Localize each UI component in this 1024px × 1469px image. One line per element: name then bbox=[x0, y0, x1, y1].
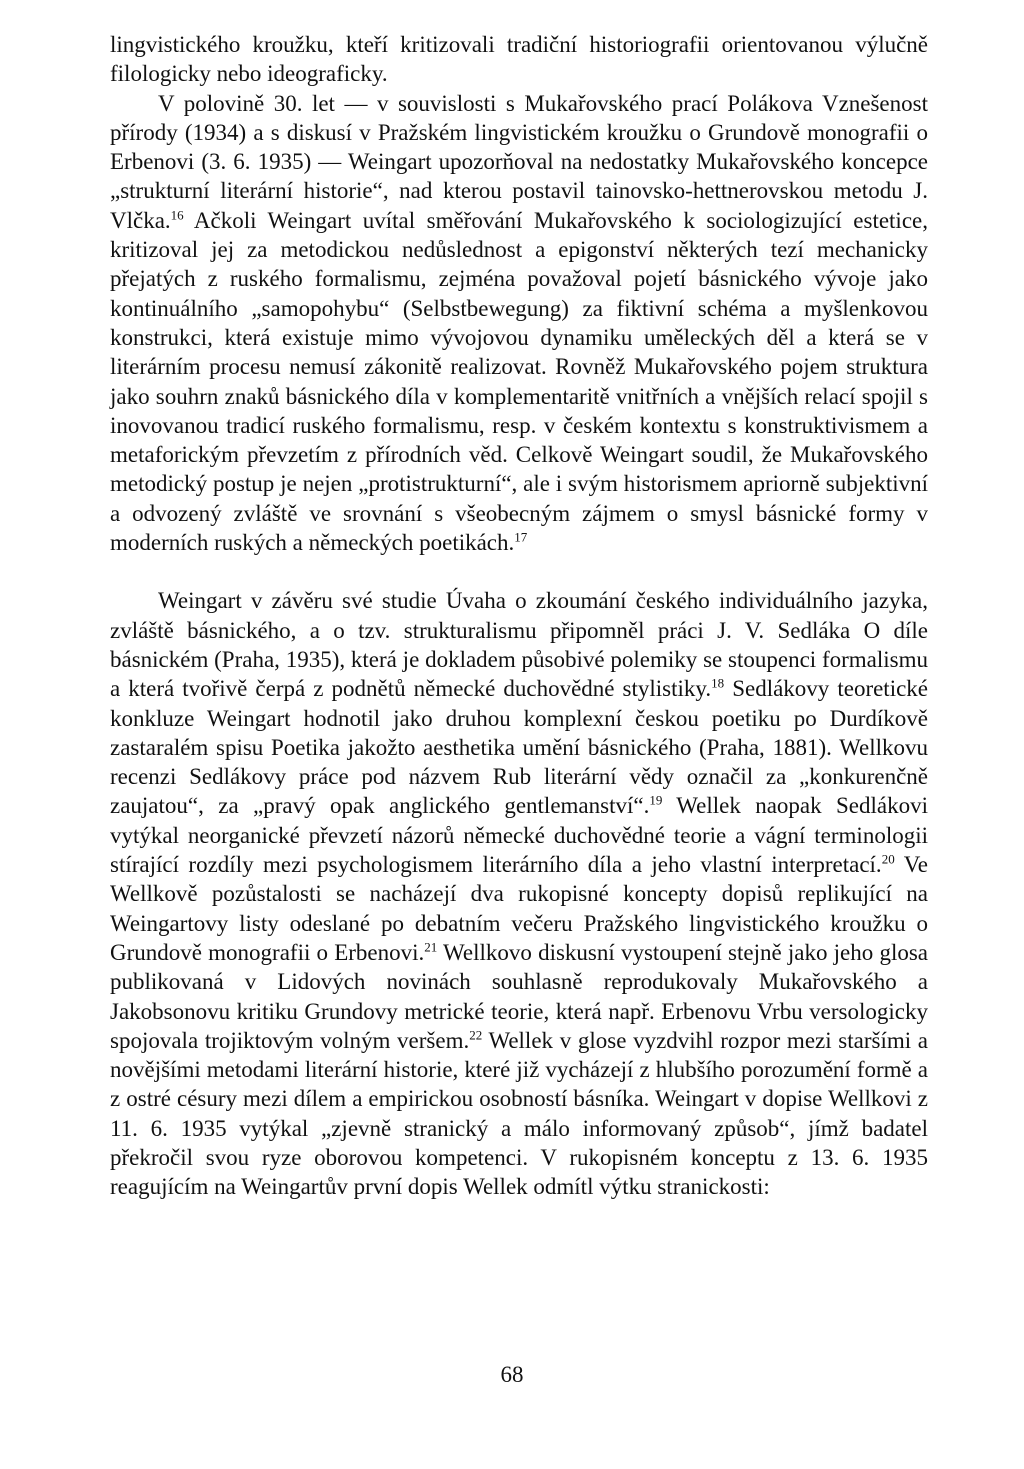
paragraph-3 bbox=[110, 586, 928, 1201]
text-segment: V polovině 30. let — v souvislosti s Mukařovského prací Polákova Vznešenost přírody (1934) a s diskusí v Pražském lingvistickém kroužku o Grundově monografii o Erbenovi (3. 6. 1935) — Weingart upozorňoval na nedostatky Mukařovského koncepce „strukturní literární historie“, nad kterou postavil tainovsko-hettnerovskou metodu J. Vlčka. bbox=[110, 90, 928, 233]
text-segment: Ačkoli Weingart uvítal směřování Mukařovského k sociologizující estetice, kritizoval jej za metodickou nedůslednost a epigonství některých tezí mechanicky přejatých z ruského formalismu, zejména považoval pojetí básnického vývoje jako kontinuálního „samopohybu“ (Selbstbewegung) za fiktivní schéma a myšlenkovou konstrukci, která existuje mimo vývojovou dynamiku uměleckých děl a která se v literárním procesu nemusí zákonitě realizovat. Rovněž Mukařovského pojem struktura jako souhrn znaků básnického díla v komplementaritě vnitřních a vnějších relací spojil s inovovanou tradicí ruského formalismu, resp. v českém kontextu s konstruktivismem a metaforickým převzetím z přírodních věd. Celkově Weingart soudil, že Mukařovského metodický postup je nejen „protistrukturní“, ale i svým historismem apriorně subjektivní a odvozený zvláště ve srovnání s všeobecným zájmem o smysl básnické formy v moderních ruských a německých poetikách. bbox=[110, 207, 928, 556]
footnote-ref-21: 21 bbox=[424, 939, 438, 955]
text-segment: Ve Wellkově pozůstalosti se nacházejí dva rukopisné koncepty dopisů replikující na Weingartovy listy odeslané po debatním večeru Pražského lingvistického kroužku o Grundově monografii o Erbenovi. bbox=[110, 852, 928, 965]
footnote-ref-16: 16 bbox=[170, 207, 184, 223]
text-segment: Wellek v glose vyzdvihl rozpor mezi staršími a novějšími metodami literární historie, které již vycházejí z hlubšího porozumění formě a z ostré césury mezi dílem a empirickou osobností básníka. Weingart v dopise Wellkovi z 11. 6. 1935 vytýkal „zjevně stranický a málo informovaný způsob“, jímž badatel překročil svou ryze oborovou kompetenci. V rukopisném konceptu z 13. 6. 1935 reagujícím na Weingartův první dopis Wellek odmítl výtku stranickosti: bbox=[110, 1027, 928, 1200]
text-segment: Weingart v závěru své studie Úvaha o zkoumání českého individuálního jazyka, zvláště básnického, a o tzv. strukturalismu připomněl práci J. V. Sedláka O díle básnickém (Praha, 1935), která je dokladem působivé polemiky se stoupenci formalismu a která tvořivě čerpá z podnětů německé duchovědné stylistiky. bbox=[110, 588, 928, 702]
footnote-ref-19: 19 bbox=[649, 792, 663, 808]
text-segment: Wellek naopak Sedlákovi vytýkal neorganické převzetí názorů německé duchovědné teorie a vágní terminologii stírající rozdíly mezi psychologismem literárního díla a jeho vlastní interpretací. bbox=[110, 793, 928, 878]
paragraph-1 bbox=[110, 30, 928, 89]
text-segment: lingvistického kroužku, kteří kritizovali tradiční historiografii orientovanou výlučně filologicky nebo ideograficky. bbox=[110, 32, 928, 87]
footnote-ref-18: 18 bbox=[711, 675, 725, 691]
text-segment: Wellkovo diskusní vystoupení stejně jako jeho glosa publikovaná v Lidových novinách souhlasně reprodukovaly Mukařovského a Jakobsonovu kritiku Grundovy metrické teorie, která např. Erbenovu Vrbu versologicky spojovala trojiktovým volným veršem. bbox=[110, 939, 928, 1053]
footnote-ref-17: 17 bbox=[514, 529, 528, 545]
page-body bbox=[110, 30, 928, 1202]
paragraph-2 bbox=[110, 89, 928, 558]
page-number: 68 bbox=[500, 1362, 524, 1387]
footnote-ref-22: 22 bbox=[469, 1027, 483, 1043]
footnote-ref-20: 20 bbox=[881, 851, 895, 867]
text-segment: Sedlákovy teoretické konkluze Weingart hodnotil jako druhou komplexní českou poetiku po Durdíkově zastaralém spisu Poetika jakožto aesthetika umění básnického (Praha, 1881). Wellkovu recenzi Sedlákovy práce pod názvem Rub literární vědy označil za „konkurenčně zaujatou“, za „pravý opak anglického gentlemanství“. bbox=[110, 676, 929, 819]
